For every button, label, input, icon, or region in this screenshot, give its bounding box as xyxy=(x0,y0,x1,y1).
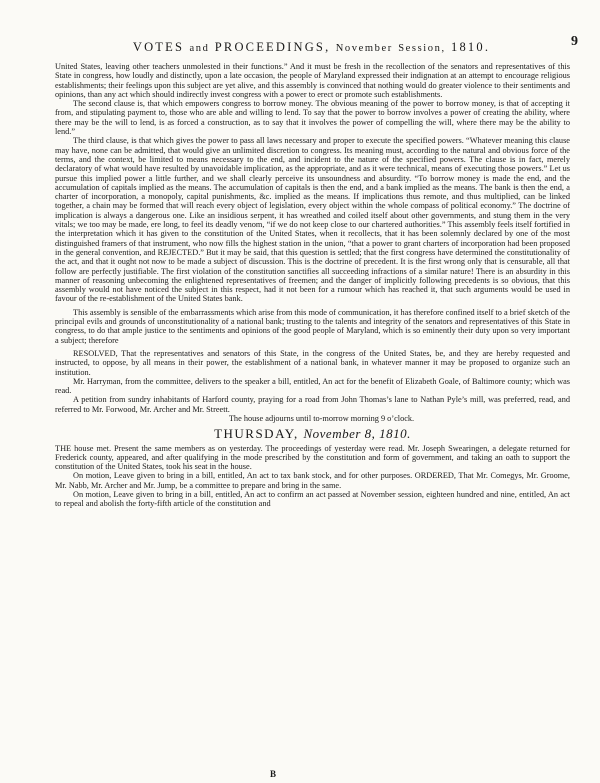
paragraph: The third clause, is that which gives the power to pass all laws necessary and proper to execute the specified powers. “Whatever meaning this clause may have, none can be admitted, that would give an unlimited discretion to congress. Its meaning must, according to the natural and obvious force of the terms, and the context, be limited to means necessary to the end, and incident to the nature of the specified powers. The clause is in fact, merely declaratory of what would have resulted by unavoidable implication, as the appropriate, and as it were technical, means of executing those powers.” Let us pursue this implied power a little further, and we shall clearly perceive its unsoundness and absurdity. “To borrow money is made the end, and the accumulation of capitals implied as the means. The accumulation of capitals is then the end, and a bank implied as the means. The bank is then the end, a charter of incorporation, a monopoly, capital punishments, &c. implied as the means. If implications thus remote, and thus multiplied, can be linked together, a chain may be formed that will reach every object of legislation, every object within the whole compass of political economy.” The doctrine of implication is always a dangerous one. Like an insidious serpent, it has wreathed and coiled itself about other governments, and stung them in the very vitals; we too may be made, ere long, to feel its deadly venom, “if we do not keep close to our chartered authorities.” This assembly feels itself fortified in the interpretation which it has given to the constitution of the United States, when it recollects, that it has been solemnly declared by one of the most distinguished framers of that instrument, who now fills the highest station in the union, “that a power to grant charters of incorporation had been proposed in the general convention, and REJECTED.” But it may be said, that this question is settled; that the first congress have determined the constitutionality of the act, and that it ought not now to be made a subject of discussion. This is the doctrine of precedent. It is the first wrong only that is censurable, all that follow are perfectly justifiable. The first violation of the constitution sanctifies all succeeding infractions of a similar nature! There is an absurdity in this manner of reasoning unbecoming the enlightened representatives of freemen; and the danger of implicitly following precedents is so obvious, that this assembly would not have noticed the subject in this respect, had it not been for a rumour which has reached it, that such arguments would be used in favour of the re-establishment of the United States bank. xyxy=(55,136,570,304)
adjournment-line: The house adjourns until to-morrow morning 9 o’clock. xyxy=(228,413,415,423)
header-word-proceedings: PROCEEDINGS, xyxy=(214,40,331,54)
paragraph: On motion, Leave given to bring in a bill, entitled, An act to tax bank stock, and for other purposes. ORDERED, That Mr. Comegys, Mr. Groome, Mr. Nabb, Mr. Archer and Mr. Jump, be a committee to prepare and bring in the same. xyxy=(55,471,570,490)
paragraph: United States, leaving other teachers unmolested in their functions.” And it must be fresh in the recollection of the senators and representatives of this State in congress, how loudly and distinctly, upon a late occasion, the people of Maryland expressed their indignation at an attempt to encourage religious establishments; their feelings upon this subject are yet alive, and this assembly is convinced that nothing would do greater violence to their sentiments and opinions, than any act which should indirectly invest congress with a power to erect or promote such establishments. xyxy=(55,62,570,99)
running-header xyxy=(55,40,568,55)
header-word-and: and xyxy=(189,43,210,54)
paragraph: The second clause is, that which empowers congress to borrow money. The obvious meaning of the power to borrow money, is that of accepting it from, and stipulating payment to, those who are able and willing to lend. To say that the power to borrow involves a power of creating the ability, where there may be the will to lend, is as forced a construction, as to say that it involves the power of compelling the will, where there may be the ability to lend.” xyxy=(55,99,570,137)
paragraph: This assembly is sensible of the embarrassments which arise from this mode of communication, it has therefore confined itself to a brief sketch of the principal evils and grounds of unconstitutionality of a national bank; trusting to the talents and integrity of the senators and representatives of this State in congress, to do that ample justice to the sentiments and opinions of the good people of Maryland, which is so eminently their duty upon so very important a subject; therefore xyxy=(55,307,570,345)
header-word-year: 1810. xyxy=(451,40,491,54)
paragraph: A petition from sundry inhabitants of Harford county, praying for a road from John Thomas’s lane to Nathan Pyle’s mill, was preferred, read, and referred to Mr. Forwood, Mr. Archer and Mr. Streett. xyxy=(55,395,570,414)
signature-mark: B xyxy=(270,769,277,779)
header-word-votes: VOTES xyxy=(132,40,185,54)
day-heading-date: November 8, 1810. xyxy=(303,426,411,442)
day-heading xyxy=(55,426,570,442)
page-number: 9 xyxy=(571,34,578,49)
day-heading-day: THURSDAY, xyxy=(214,426,299,442)
paragraph: Mr. Harryman, from the committee, delivers to the speaker a bill, entitled, An act for the benefit of Elizabeth Goale, of Baltimore county; which was read. xyxy=(55,376,570,396)
header-word-november: November xyxy=(335,43,393,54)
header-word-session: Session, xyxy=(398,43,446,54)
paragraph: THE house met. Present the same members as on yesterday. The proceedings of yesterday were read. Mr. Joseph Swearingen, a delegate returned for Frederick county, appeared, and after qualifying in the mode prescribed by the constitution and form of government, and taking an oath to support the constitution of the United States, took his seat in the house. xyxy=(55,443,570,472)
resolution-paragraph: RESOLVED, That the representatives and senators of this State, in the congress of the United States, be, and they are hereby requested and instructed, to oppose, by all means in their power, the establishment of a national bank, in whatever manner it may be proposed to organize such an institution. xyxy=(55,348,570,377)
body-text xyxy=(55,62,570,509)
paragraph: On motion, Leave given to bring in a bill, entitled, An act to confirm an act passed at November session, eighteen hundred and nine, entitled, An act to repeal and abolish the forty-fifth article of the constitution and xyxy=(55,490,570,509)
